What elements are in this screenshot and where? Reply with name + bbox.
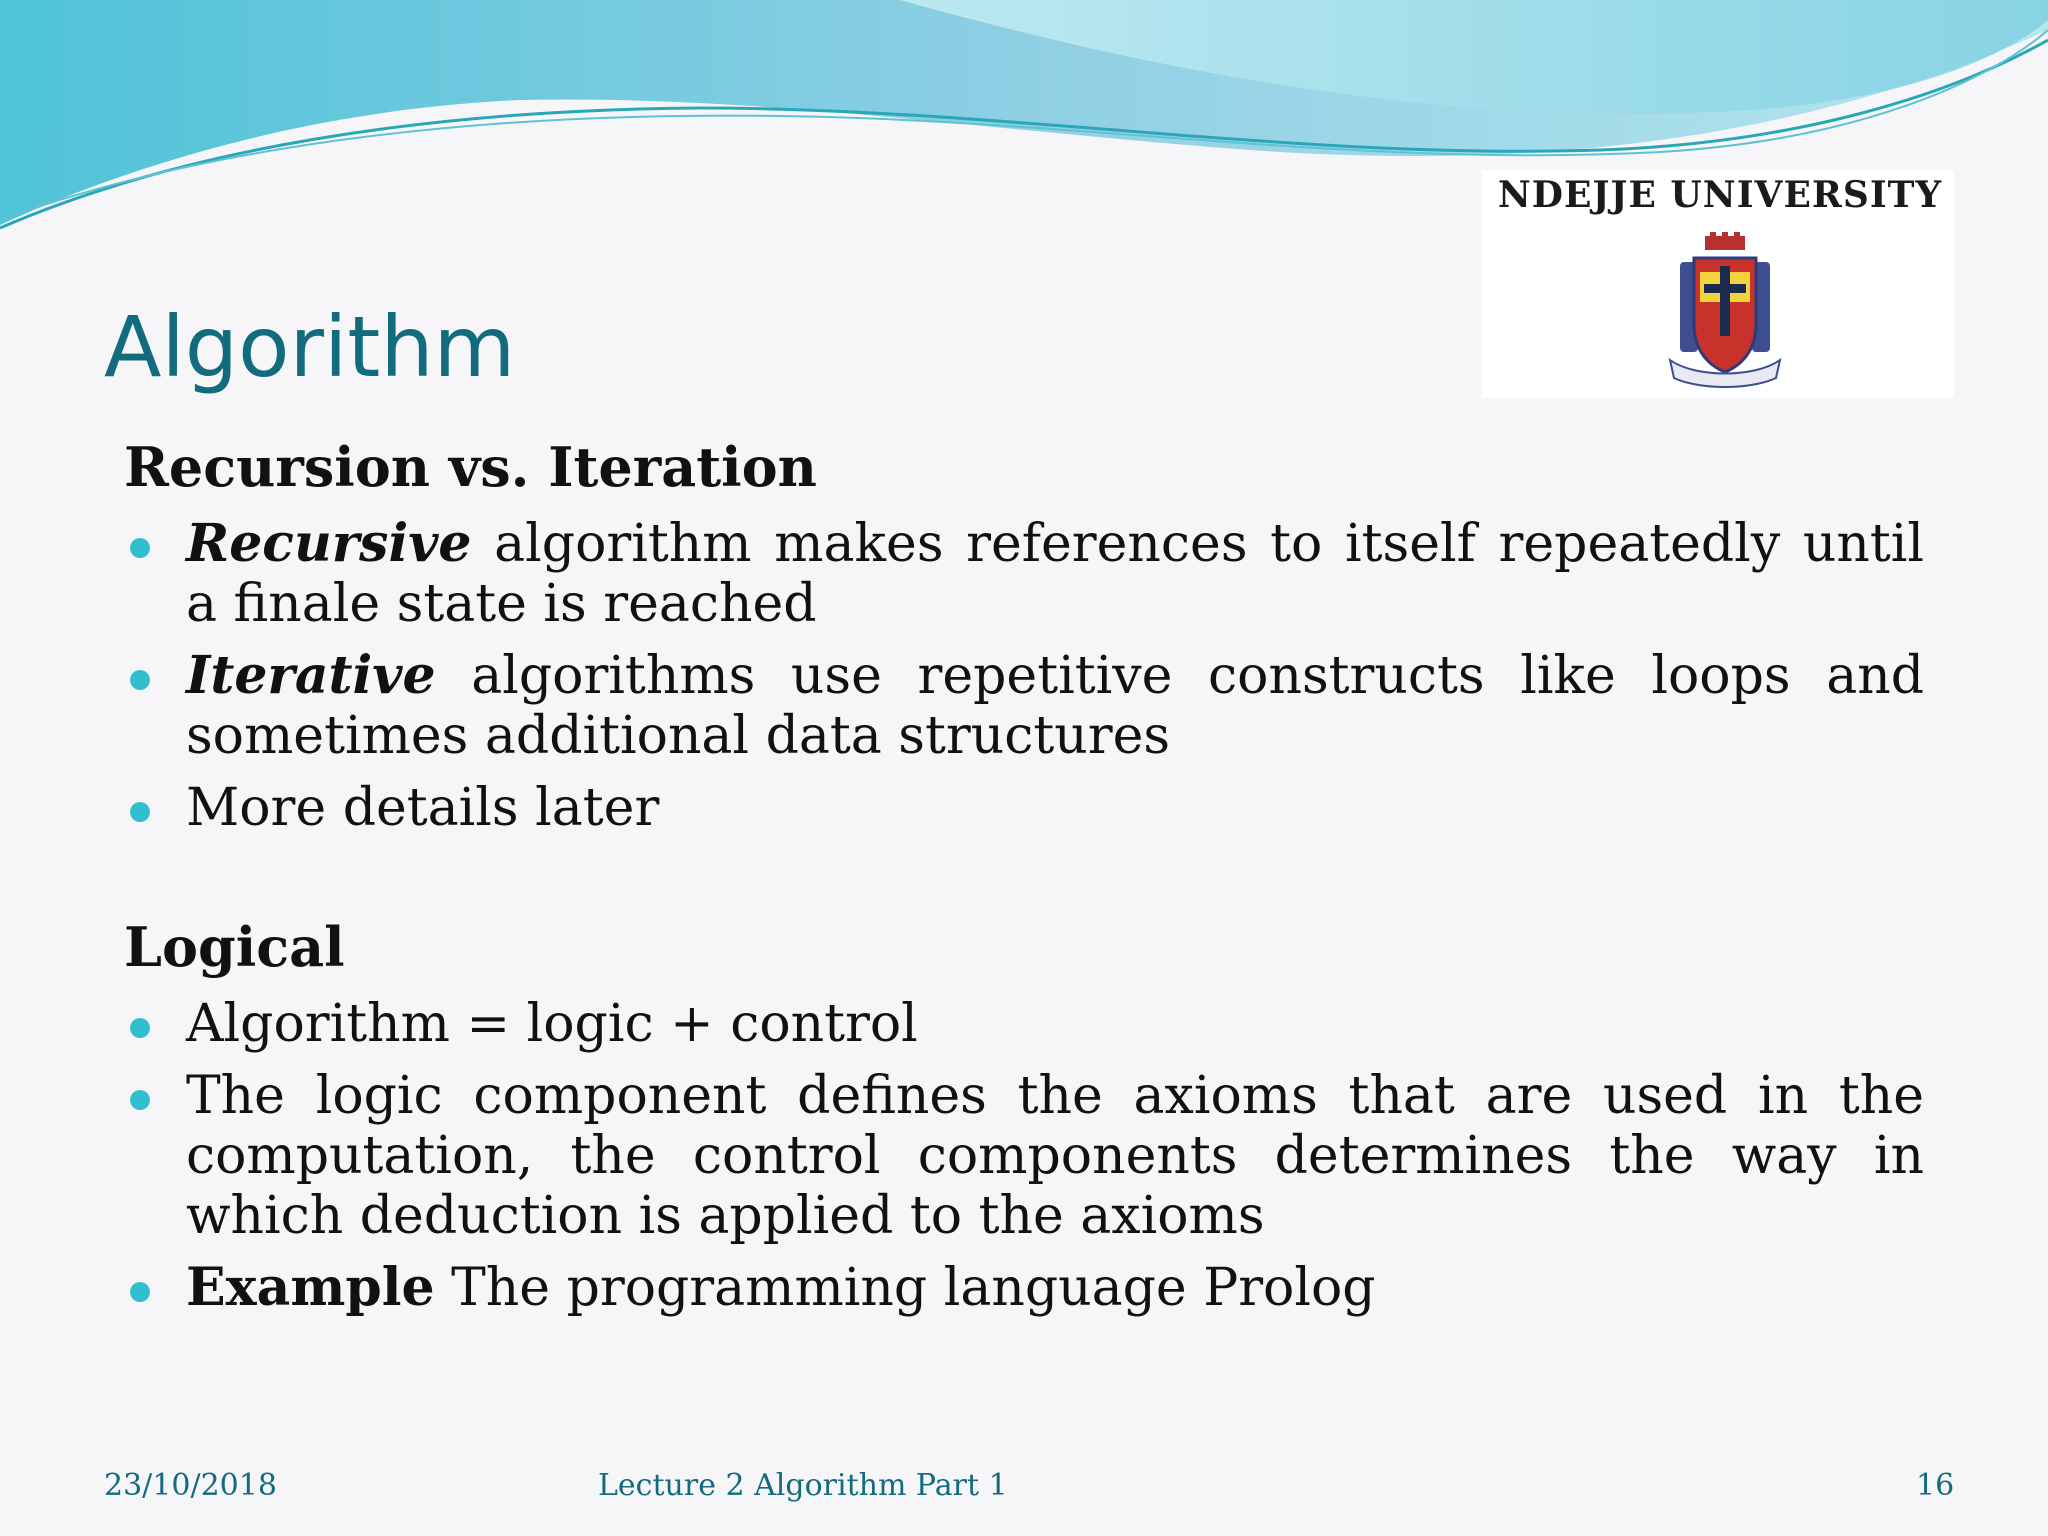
list-item xyxy=(124,1066,1924,1246)
bullet-text: algorithms use repetitive constructs like loops and sometimes additional data structures xyxy=(186,646,1924,766)
bullet-lead-recursive: Recursive xyxy=(186,513,472,574)
footer-lecture-title: Lecture 2 Algorithm Part 1 xyxy=(598,1468,1008,1503)
bullet-text: The programming language Prolog xyxy=(434,1258,1376,1318)
section-heading-logical: Logical xyxy=(124,915,345,979)
section-heading-recursion: Recursion vs. Iteration xyxy=(124,435,817,499)
bullet-lead-example: Example xyxy=(186,1257,435,1318)
list-item xyxy=(124,646,1924,766)
footer-page-number: 16 xyxy=(1916,1468,1955,1503)
bullet-text: Algorithm = logic + control xyxy=(186,994,918,1054)
university-name: NDEJJE UNIVERSITY xyxy=(1497,174,1943,216)
bullet-text: The logic component defines the axioms that are used in the computation, the control components determines the way in which deduction is applied to the axioms xyxy=(186,1066,1924,1246)
list-item xyxy=(124,514,1924,634)
bullet-list-logical xyxy=(124,994,1924,1318)
list-item xyxy=(124,778,1924,838)
list-item xyxy=(124,1258,1924,1318)
bullet-text: More details later xyxy=(186,778,660,838)
list-item xyxy=(124,994,1924,1054)
bullet-text: algorithm makes references to itself repeatedly until a finale state is reached xyxy=(186,514,1924,634)
slide-title: Algorithm xyxy=(104,298,516,396)
university-crest-icon xyxy=(1650,232,1800,392)
footer-date: 23/10/2018 xyxy=(104,1468,277,1503)
bullet-list-recursion xyxy=(124,514,1924,838)
bullet-lead-iterative: Iterative xyxy=(186,645,436,706)
slide-body xyxy=(124,432,1924,1318)
